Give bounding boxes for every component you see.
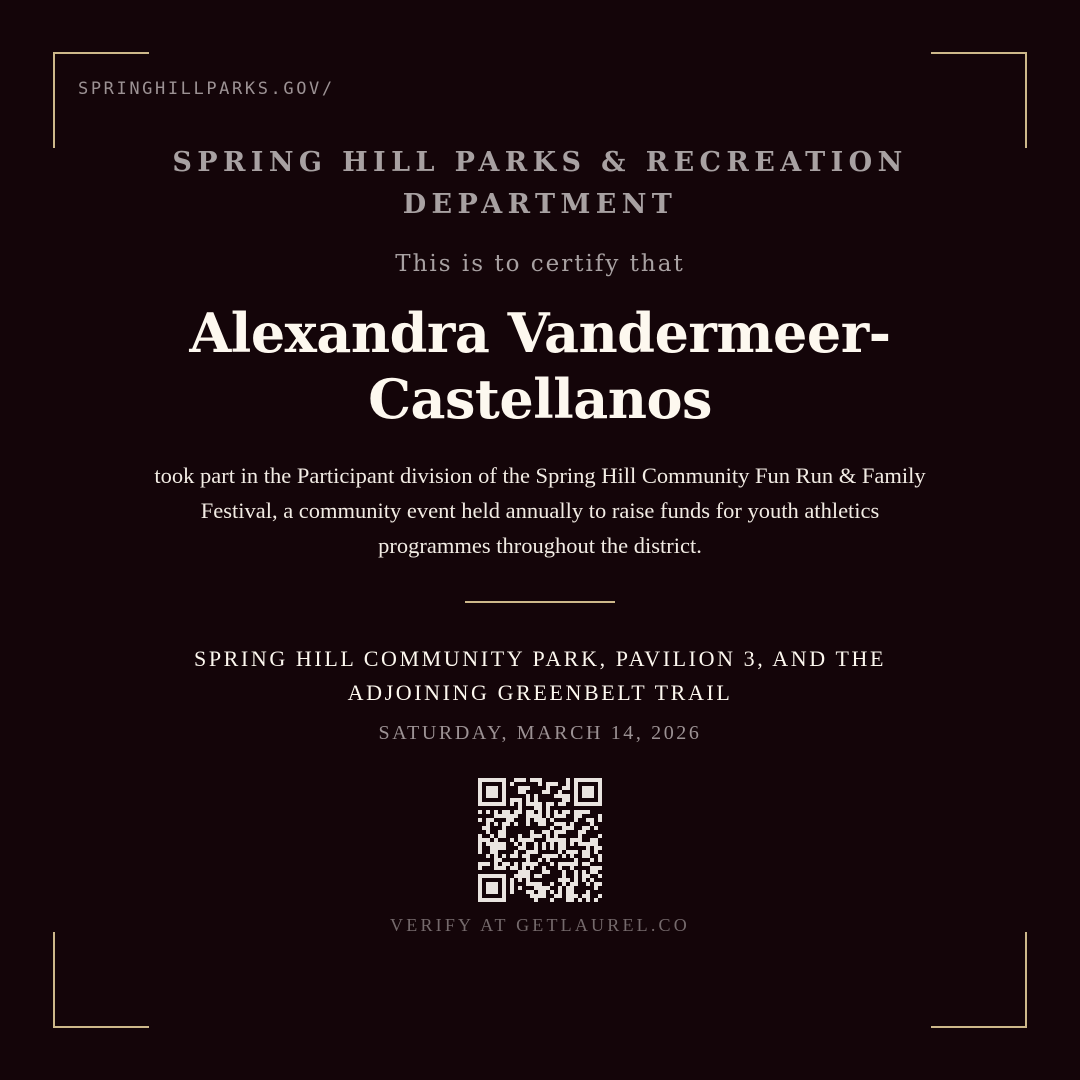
certificate-description: took part in the Participant division of the Spring Hill Community Fun Run & Family Festival, a community event held annually to raise funds for youth athletics programmes throughout the district. xyxy=(154,463,926,558)
verify-link[interactable]: VERIFY AT GETLAUREL.CO xyxy=(390,915,690,935)
organization-name: SPRING HILL PARKS & RECREATION DEPARTMENT xyxy=(172,147,908,220)
corner-ornament-top-right xyxy=(931,52,1027,148)
corner-ornament-bottom-left xyxy=(53,932,149,1028)
recipient-name: Alexandra Vandermeer-Castellanos xyxy=(189,301,891,431)
event-date: SATURDAY, MARCH 14, 2026 xyxy=(378,722,702,744)
corner-ornament-top-left xyxy=(53,52,149,148)
qr-code-icon xyxy=(478,778,602,902)
event-venue: SPRING HILL COMMUNITY PARK, PAVILION 3, AND THE ADJOINING GREENBELT TRAIL xyxy=(193,646,887,705)
corner-ornament-bottom-right xyxy=(931,932,1027,1028)
divider-line xyxy=(465,601,615,603)
certify-intro: This is to certify that xyxy=(395,251,685,277)
website-url: SPRINGHILLPARKS.GOV/ xyxy=(78,79,335,99)
